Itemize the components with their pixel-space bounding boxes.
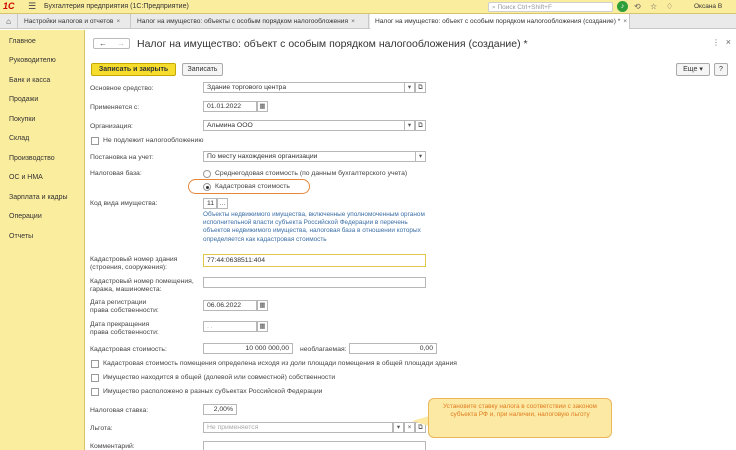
benefit-label: Льгота: bbox=[90, 425, 113, 432]
not-taxable-label: Не подлежит налогообложению bbox=[103, 137, 204, 144]
cad-num-building-label-1: Кадастровый номер здания bbox=[90, 256, 178, 263]
calendar-icon[interactable]: ▦ bbox=[257, 321, 268, 332]
cad-num-room-label-2: гаража, машиноместа: bbox=[90, 286, 162, 293]
search-icon: ⌕ bbox=[492, 4, 496, 11]
cad-num-room-field[interactable] bbox=[203, 277, 426, 288]
organization-field[interactable]: Альмина ООО bbox=[203, 120, 406, 131]
favorite-star-icon[interactable]: ☆ bbox=[650, 2, 658, 11]
select-button[interactable]: … bbox=[217, 198, 228, 209]
tab-label: Налог на имущество: объекты с особым порядком налогообложения bbox=[137, 18, 349, 25]
reg-date-label-2: права собственности: bbox=[90, 307, 159, 314]
end-date-label-1: Дата прекращения bbox=[90, 321, 150, 328]
tab-property-objects[interactable] bbox=[132, 14, 369, 29]
chevron-down-icon[interactable]: ▾ bbox=[415, 151, 426, 162]
non-taxable-label: необлагаемая: bbox=[300, 346, 347, 353]
close-icon[interactable]: × bbox=[623, 18, 628, 25]
bell-icon[interactable]: ♢ bbox=[666, 2, 674, 11]
registration-label: Постановка на учет: bbox=[90, 154, 154, 161]
reg-date-field[interactable]: 06.06.2022 bbox=[203, 300, 257, 311]
sidebar-item-sales[interactable]: Продажи bbox=[9, 96, 39, 103]
benefit-field[interactable]: Не применяется bbox=[203, 422, 393, 433]
form-area bbox=[86, 30, 736, 450]
calendar-icon[interactable]: ▦ bbox=[257, 300, 268, 311]
sidebar-item-payroll[interactable]: Зарплата и кадры bbox=[9, 194, 68, 201]
cad-num-building-field[interactable]: 77:44:0638511:404 bbox=[203, 254, 426, 267]
registration-field[interactable]: По месту нахождения организации bbox=[203, 151, 416, 162]
applies-from-field[interactable]: 01.01.2022 bbox=[203, 101, 257, 112]
app-logo: 1С bbox=[3, 1, 15, 11]
chevron-down-icon: ▾ bbox=[699, 66, 703, 73]
page-title: Налог на имущество: объект с особым порядком налогообложения (создание) * bbox=[137, 38, 528, 50]
more-dots-icon[interactable]: ⋮ bbox=[712, 38, 720, 47]
back-arrow-icon[interactable]: ← bbox=[99, 39, 107, 48]
more-button[interactable] bbox=[676, 63, 710, 76]
callout-tail bbox=[412, 416, 429, 426]
tabs-bar bbox=[0, 14, 736, 29]
property-code-hint: Объекты недвижимого имущества, включенные уполномоченным органом исполнительной власти субъекта Российской Федерации в перечень объектов недвижимого имущества, налоговая база в отношении которых определяется как кадастровая стоимость bbox=[203, 211, 425, 243]
sidebar-item-operations[interactable]: Операции bbox=[9, 213, 42, 220]
property-code-label: Код вида имущества: bbox=[90, 200, 158, 207]
sidebar-item-manager[interactable]: Руководителю bbox=[9, 57, 56, 64]
forward-arrow-icon[interactable]: → bbox=[117, 39, 125, 48]
sidebar-item-fixed-assets[interactable]: ОС и НМА bbox=[9, 174, 43, 181]
chevron-down-icon[interactable]: ▾ bbox=[404, 82, 415, 93]
different-regions-label: Имущество расположено в разных субъектах Российской Федерации bbox=[103, 388, 323, 395]
help-button[interactable]: ? bbox=[714, 63, 728, 76]
share-area-checkbox[interactable] bbox=[91, 360, 99, 368]
asset-field[interactable]: Здание торгового центра bbox=[203, 82, 406, 93]
nav-buttons bbox=[93, 38, 130, 49]
more-label: Еще bbox=[683, 66, 698, 73]
tax-base-average-label: Среднегодовая стоимость (по данным бухгалтерского учета) bbox=[215, 170, 408, 177]
share-area-label: Кадастровая стоимость помещения определена исходя из доли площади помещения в общей площади здания bbox=[103, 360, 457, 367]
common-ownership-checkbox[interactable] bbox=[91, 374, 99, 382]
reg-date-label-1: Дата регистрации bbox=[90, 299, 147, 306]
clear-icon[interactable]: × bbox=[404, 422, 415, 433]
tax-base-label: Налоговая база: bbox=[90, 170, 142, 177]
sidebar-item-warehouse[interactable]: Склад bbox=[9, 135, 30, 142]
applies-from-label: Применяется с: bbox=[90, 104, 140, 111]
cad-value-field[interactable]: 10 000 000,00 bbox=[203, 343, 293, 354]
highlight-oval bbox=[188, 179, 310, 194]
tax-rate-field[interactable]: 2,00% bbox=[203, 404, 237, 415]
sidebar-item-purchases[interactable]: Покупки bbox=[9, 116, 36, 123]
chevron-down-icon[interactable]: ▾ bbox=[404, 120, 415, 131]
close-icon[interactable]: × bbox=[116, 18, 121, 25]
search-input[interactable] bbox=[488, 2, 613, 12]
search-placeholder: Поиск Ctrl+Shift+F bbox=[497, 4, 552, 11]
tax-base-average-radio[interactable] bbox=[203, 170, 211, 178]
tab-label: Налог на имущество: объект с особым порядком налогообложения (создание) * bbox=[375, 18, 621, 25]
comment-label: Комментарий: bbox=[90, 443, 135, 450]
cad-num-building-label-2: (строения, сооружения): bbox=[90, 264, 168, 271]
save-and-close-button[interactable]: Записать и закрыть bbox=[91, 63, 176, 76]
notification-icon[interactable]: ♪ bbox=[617, 1, 628, 12]
sidebar-item-production[interactable]: Производство bbox=[9, 155, 55, 162]
tab-property-object-create[interactable] bbox=[370, 14, 630, 29]
tax-rate-callout: Установите ставку налога в соответствии с законом субъекта РФ и, при наличии, налоговую льготу bbox=[428, 398, 612, 438]
app-title: Бухгалтерия предприятия (1С:Предприятие) bbox=[44, 3, 189, 10]
open-link-icon[interactable]: ⧉ bbox=[415, 422, 426, 433]
comment-field[interactable] bbox=[203, 441, 426, 450]
tax-rate-label: Налоговая ставка: bbox=[90, 407, 149, 414]
sidebar-item-main[interactable]: Главное bbox=[9, 38, 36, 45]
not-taxable-checkbox[interactable] bbox=[91, 137, 99, 145]
property-code-field[interactable]: 11 bbox=[203, 198, 217, 209]
sidebar bbox=[0, 30, 85, 450]
open-link-icon[interactable]: ⧉ bbox=[415, 82, 426, 93]
chevron-down-icon[interactable]: ▾ bbox=[393, 422, 404, 433]
sidebar-item-bank[interactable]: Банк и касса bbox=[9, 77, 51, 84]
tab-tax-settings[interactable] bbox=[19, 14, 131, 29]
open-link-icon[interactable]: ⧉ bbox=[415, 120, 426, 131]
close-icon[interactable]: × bbox=[725, 37, 731, 47]
menu-icon[interactable]: ☰ bbox=[28, 1, 37, 11]
tab-label: Настройки налогов и отчетов bbox=[24, 18, 114, 25]
organization-label: Организация: bbox=[90, 123, 133, 130]
non-taxable-field[interactable]: 0,00 bbox=[349, 343, 437, 354]
history-icon[interactable]: ⟲ bbox=[634, 2, 641, 11]
top-bar bbox=[0, 0, 736, 14]
common-ownership-label: Имущество находится в общей (долевой или совместной) собственности bbox=[103, 374, 336, 381]
calendar-icon[interactable]: ▦ bbox=[257, 101, 268, 112]
home-icon[interactable]: ⌂ bbox=[0, 14, 18, 29]
end-date-field[interactable]: . . bbox=[203, 321, 257, 332]
tax-base-cadastral-label: Кадастровая стоимость bbox=[215, 183, 290, 190]
cad-num-room-label-1: Кадастровый номер помещения, bbox=[90, 278, 194, 285]
user-name[interactable]: Оксана В bbox=[694, 3, 723, 10]
save-button[interactable]: Записать bbox=[182, 63, 223, 76]
sidebar-item-reports[interactable]: Отчеты bbox=[9, 233, 34, 240]
close-icon[interactable]: × bbox=[351, 18, 355, 25]
cad-value-label: Кадастровая стоимость: bbox=[90, 346, 167, 353]
end-date-label-2: права собственности: bbox=[90, 329, 159, 336]
asset-label: Основное средство: bbox=[90, 85, 154, 92]
different-regions-checkbox[interactable] bbox=[91, 388, 99, 396]
